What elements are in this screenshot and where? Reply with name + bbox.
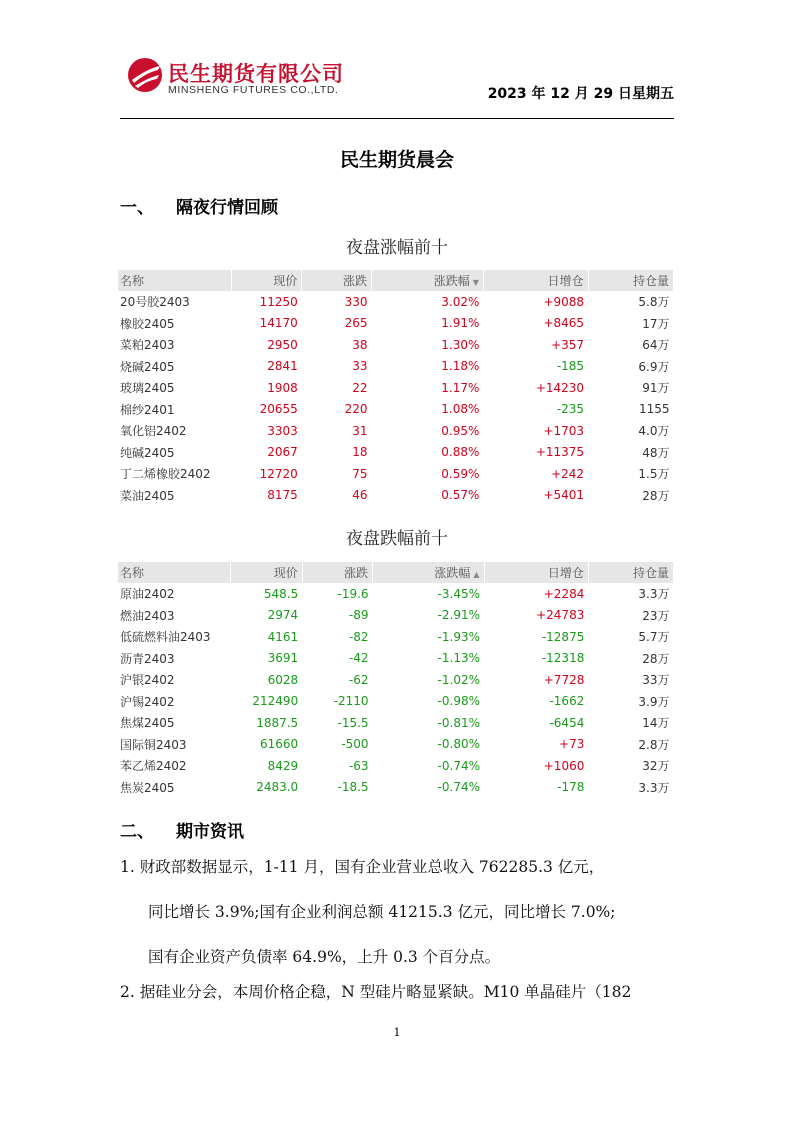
cell-price: 14170 (259, 316, 298, 331)
cell-change: 31 (352, 423, 368, 438)
table-row (118, 356, 674, 378)
section-number: 一、 (120, 198, 154, 218)
cell-name: 低硫燃料油2403 (120, 630, 211, 645)
cell-oi: 48万 (642, 445, 670, 460)
cell-oi-change: +2284 (543, 586, 585, 601)
table-row (118, 648, 674, 670)
cell-price: 3691 (267, 651, 299, 666)
cell-oi: 28万 (642, 651, 670, 666)
cell-oi: 5.7万 (638, 630, 670, 645)
table-row (118, 605, 674, 627)
cell-name: 沥青2403 (120, 651, 175, 666)
losers-table-title: 夜盘跌幅前十 (346, 529, 448, 549)
cell-price: 1887.5 (256, 715, 299, 730)
table-row (118, 463, 674, 485)
table-row (118, 377, 674, 399)
cell-name: 国际铜2403 (120, 737, 187, 752)
cell-name: 原油2402 (120, 587, 175, 602)
cell-oi: 14万 (642, 716, 670, 731)
page-number: 1 (393, 1026, 401, 1039)
cell-oi: 32万 (642, 759, 670, 774)
cell-oi-change: +9088 (543, 294, 585, 309)
cell-change: -15.5 (337, 715, 369, 730)
cell-oi: 1.5万 (638, 467, 670, 482)
cell-oi: 1155 (638, 402, 670, 417)
sort-asc-icon: ▲ (473, 570, 480, 579)
cell-change: 18 (352, 445, 368, 460)
cell-change: -18.5 (337, 780, 369, 795)
cell-price: 2483.0 (256, 780, 299, 795)
cell-oi: 3.3万 (638, 587, 670, 602)
cell-name: 棉纱2401 (120, 402, 175, 417)
cell-oi: 3.3万 (638, 780, 670, 795)
cell-change: -42 (348, 651, 369, 666)
section-heading-review (120, 193, 278, 218)
news-line: 1. 财政部数据显示，1-11 月，国有企业营业总收入 762285.3 亿元， (120, 858, 605, 876)
col-header-oi: 持仓量 (588, 562, 673, 583)
cell-oi-change: +14230 (535, 380, 585, 395)
cell-change: -63 (348, 758, 369, 773)
cell-name: 燃油2403 (120, 608, 175, 623)
cell-name: 氧化铝2402 (120, 424, 187, 439)
news-item-1 (120, 845, 676, 980)
minsheng-logo-icon (126, 56, 164, 94)
cell-oi-change: -178 (557, 780, 585, 795)
cell-price: 8175 (267, 488, 298, 503)
company-logo (126, 56, 366, 100)
cell-price: 8429 (267, 758, 299, 773)
cell-change: 38 (352, 337, 368, 352)
cell-pct: -1.93% (437, 629, 480, 644)
cell-change: 46 (352, 488, 368, 503)
cell-oi: 23万 (642, 608, 670, 623)
cell-oi: 91万 (642, 381, 670, 396)
cell-pct: -0.81% (437, 715, 480, 730)
table-row (118, 712, 674, 734)
cell-price: 12720 (259, 466, 298, 481)
cell-change: -82 (348, 629, 369, 644)
cell-oi-change: +357 (551, 337, 585, 352)
cell-oi-change: +1060 (543, 758, 585, 773)
section-heading-news (120, 817, 244, 842)
cell-price: 2841 (267, 359, 298, 374)
table-header-row (118, 562, 674, 583)
cell-oi-change: -12875 (541, 629, 585, 644)
cell-price: 20655 (259, 402, 298, 417)
cell-oi-change: +8465 (543, 316, 585, 331)
losers-table (118, 562, 674, 798)
table-row (118, 691, 674, 713)
col-header-name: 名称 (118, 562, 231, 583)
cell-change: -2110 (333, 694, 369, 709)
cell-pct: -2.91% (437, 608, 480, 623)
cell-name: 橡胶2405 (120, 316, 175, 331)
cell-oi: 4.0万 (638, 424, 670, 439)
cell-oi-change: +242 (551, 466, 585, 481)
cell-pct: -0.74% (437, 780, 480, 795)
news-line: 2. 据硅业分会，本周价格企稳，N 型硅片略显紧缺。M10 单晶硅片（182 (120, 983, 632, 1001)
cell-oi-change: +11375 (535, 445, 585, 460)
col-header-pct: 涨跌幅 ▼ (372, 270, 484, 291)
cell-pct: -0.98% (437, 694, 480, 709)
col-header-oi-change: 日增仓 (484, 562, 588, 583)
cell-name: 沪锡2402 (120, 694, 175, 709)
table-row (118, 485, 674, 507)
cell-oi-change: +7728 (543, 672, 585, 687)
cell-pct: 1.17% (441, 380, 480, 395)
table-row (118, 313, 674, 335)
cell-change: 22 (352, 380, 368, 395)
cell-oi-change: -6454 (549, 715, 585, 730)
cell-oi: 3.9万 (638, 694, 670, 709)
cell-pct: 1.91% (441, 316, 480, 331)
cell-pct: -0.74% (437, 758, 480, 773)
cell-name: 丁二烯橡胶2402 (120, 467, 211, 482)
cell-oi-change: -1662 (549, 694, 585, 709)
table-row (118, 777, 674, 799)
cell-name: 菜油2405 (120, 488, 175, 503)
company-name-cn: 民生期货有限公司 (168, 62, 344, 86)
table-row (118, 734, 674, 756)
cell-name: 焦煤2405 (120, 716, 175, 731)
cell-name: 纯碱2405 (120, 445, 175, 460)
news-item-2 (120, 970, 676, 1015)
table-header-row (118, 270, 674, 291)
report-date: 2023 年 12 月 29 日星期五 (487, 86, 674, 102)
section-title: 隔夜行情回顾 (176, 198, 278, 218)
cell-name: 苯乙烯2402 (120, 759, 187, 774)
cell-pct: 0.59% (441, 466, 480, 481)
cell-oi: 33万 (642, 673, 670, 688)
cell-price: 6028 (267, 672, 299, 687)
cell-change: -89 (348, 608, 369, 623)
gainers-table-title: 夜盘涨幅前十 (346, 238, 448, 258)
col-header-change: 涨跌 (302, 562, 372, 583)
col-header-name: 名称 (118, 270, 231, 291)
section-title: 期市资讯 (176, 822, 244, 842)
col-header-change: 涨跌 (302, 270, 372, 291)
cell-pct: -1.02% (437, 672, 480, 687)
news-line: 同比增长 3.9%;国有企业利润总额 41215.3 亿元，同比增长 7.0%; (148, 903, 616, 921)
cell-price: 61660 (260, 737, 299, 752)
cell-price: 4161 (267, 629, 299, 644)
cell-change: 330 (344, 294, 368, 309)
table-row (118, 583, 674, 605)
gainers-table (118, 270, 674, 506)
cell-change: 75 (352, 466, 368, 481)
section-number: 二、 (120, 822, 154, 842)
sort-desc-icon: ▼ (472, 278, 479, 287)
cell-oi: 64万 (642, 338, 670, 353)
cell-oi-change: -235 (556, 402, 585, 417)
header-divider (120, 118, 674, 119)
cell-change: -19.6 (337, 586, 369, 601)
cell-price: 11250 (259, 294, 298, 309)
col-header-oi-change: 日增仓 (483, 270, 588, 291)
cell-oi: 2.8万 (638, 737, 670, 752)
cell-change: 220 (344, 402, 368, 417)
document-title: 民生期货晨会 (339, 149, 454, 171)
cell-oi-change: -12318 (541, 651, 585, 666)
table-row (118, 291, 674, 313)
table-row (118, 420, 674, 442)
cell-pct: 0.95% (441, 423, 480, 438)
col-header-pct: 涨跌幅 ▲ (373, 562, 484, 583)
cell-change: 265 (344, 316, 368, 331)
cell-pct: -1.13% (437, 651, 480, 666)
table-row (118, 334, 674, 356)
cell-price: 2950 (267, 337, 298, 352)
news-line: 国有企业资产负债率 64.9%，上升 0.3 个百分点。 (148, 948, 501, 966)
cell-oi-change: +24783 (536, 608, 585, 623)
cell-oi: 5.8万 (638, 295, 670, 310)
cell-pct: 1.30% (441, 337, 480, 352)
table-row (118, 399, 674, 421)
cell-pct: 3.02% (441, 294, 480, 309)
cell-price: 2067 (267, 445, 298, 460)
company-name-en: MINSHENG FUTURES CO.,LTD. (168, 84, 339, 96)
cell-price: 2974 (267, 608, 299, 623)
cell-oi: 28万 (642, 488, 670, 503)
cell-price: 3303 (267, 423, 298, 438)
cell-pct: 1.08% (441, 402, 480, 417)
cell-name: 焦炭2405 (120, 780, 175, 795)
cell-oi: 17万 (642, 316, 670, 331)
cell-change: 33 (352, 359, 368, 374)
table-row (118, 626, 674, 648)
cell-pct: -3.45% (437, 586, 480, 601)
table-row (118, 442, 674, 464)
col-header-price: 现价 (231, 562, 302, 583)
cell-name: 菜粕2403 (120, 338, 175, 353)
cell-price: 1908 (267, 380, 298, 395)
cell-name: 烧碱2405 (120, 359, 175, 374)
cell-pct: 0.88% (441, 445, 480, 460)
cell-name: 玻璃2405 (120, 381, 175, 396)
cell-oi-change: +5401 (543, 488, 585, 503)
cell-oi: 6.9万 (638, 359, 670, 374)
table-row (118, 755, 674, 777)
cell-name: 20号胶2403 (120, 295, 190, 310)
cell-change: -62 (348, 672, 369, 687)
cell-oi-change: -185 (556, 359, 585, 374)
cell-pct: 1.18% (441, 359, 480, 374)
table-row (118, 669, 674, 691)
cell-oi-change: +1703 (543, 423, 585, 438)
cell-pct: -0.80% (437, 737, 480, 752)
cell-name: 沪银2402 (120, 673, 175, 688)
cell-pct: 0.57% (441, 488, 480, 503)
col-header-price: 现价 (231, 270, 302, 291)
cell-change: -500 (341, 737, 369, 752)
cell-price: 548.5 (263, 586, 299, 601)
cell-oi-change: +73 (559, 737, 585, 752)
col-header-oi: 持仓量 (588, 270, 673, 291)
cell-price: 212490 (252, 694, 299, 709)
